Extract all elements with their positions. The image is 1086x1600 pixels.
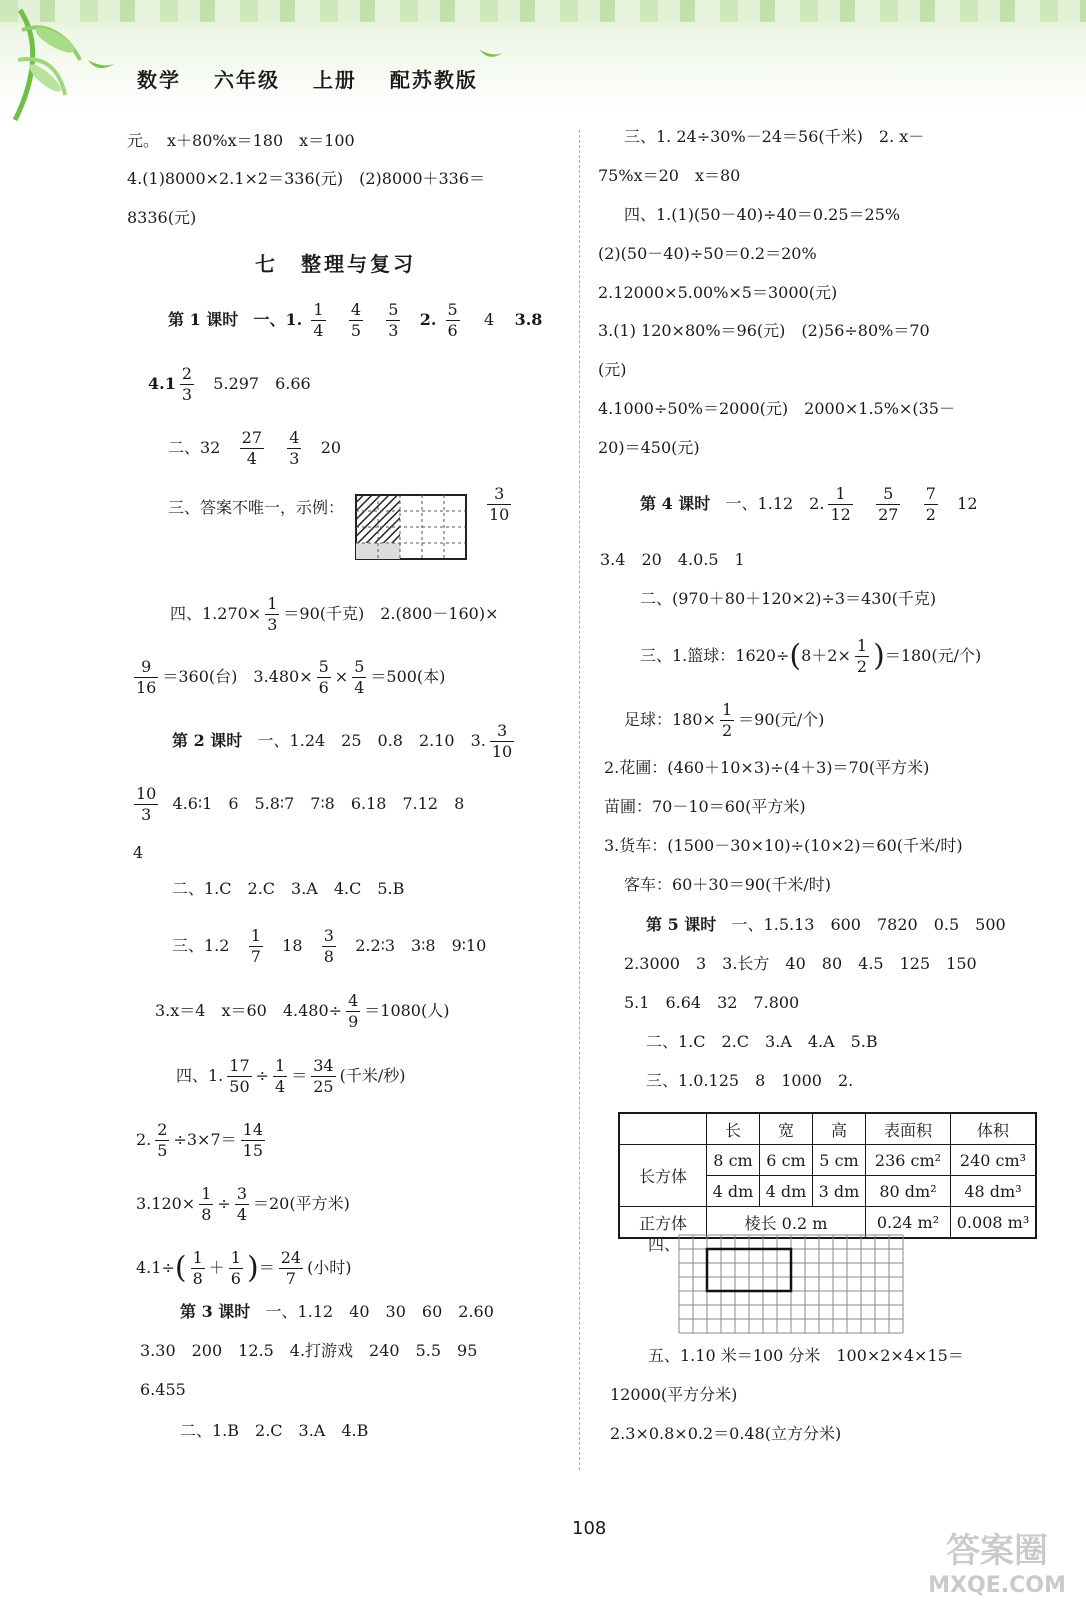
svg-text:MXQE.COM: MXQE.COM — [928, 1573, 1066, 1598]
answer-text: 3.x＝4 x＝60 4.480÷ — [155, 1001, 343, 1020]
answer-text: 3.8 — [514, 310, 543, 329]
lesson-5-row-9: 2.3×0.8×0.2＝0.48(立方分米) — [610, 1424, 842, 1443]
table-cell: 4 dm — [760, 1176, 813, 1207]
table-cell: 8 cm — [707, 1145, 760, 1176]
answer-text: 四、1. — [176, 1066, 224, 1085]
svg-text:答案圈: 答案圈 — [946, 1531, 1048, 1571]
lesson-3-row-3: 6.455 — [140, 1380, 186, 1399]
answer-text: ＝1080(人) — [364, 1001, 450, 1020]
fraction: $\frac{9}{16}$ — [136, 657, 157, 697]
fraction: $\frac{3}{10}$ — [491, 721, 513, 761]
fraction: $\frac{1}{2}$ — [856, 636, 868, 676]
lesson-1-row-6 — [130, 657, 445, 698]
section-title: 七 整理与复习 — [255, 252, 416, 276]
fraction: $\frac{1}{3}$ — [267, 594, 278, 634]
answer-line: 三、1. 24÷30%－24＝56(千米) 2. x－ — [624, 127, 925, 146]
answer-text: 2. — [419, 310, 437, 329]
lesson-1-row-4: 三、答案不唯一，示例： — [168, 498, 345, 517]
answer-text: 18 — [282, 936, 303, 955]
grid-rectangle-figure — [678, 1234, 904, 1334]
answer-text: 4.1÷ — [136, 1258, 175, 1277]
fraction: $\frac{4}{5}$ — [350, 300, 361, 340]
answer-line: (2)(50－40)÷50＝0.2＝20% — [598, 244, 817, 263]
lesson-2-row-9 — [136, 1184, 350, 1225]
lesson-4-row-4: 三、1.篮球：1620÷(8＋2× $\frac{1}{2}$ )＝180(元/个) — [640, 636, 982, 676]
answer-text: 三、1.篮球：1620÷ — [640, 646, 790, 665]
fraction: $\frac{1}{8}$ — [201, 1184, 212, 1224]
answer-text: ＝360(台) 3.480× — [162, 667, 313, 686]
subject: 数学 — [137, 68, 181, 92]
column-divider — [579, 130, 581, 1470]
lesson-label: 第 2 课时 — [172, 731, 243, 750]
bird-icon — [478, 46, 504, 64]
header-title — [137, 64, 502, 93]
grade: 六年级 — [213, 68, 280, 92]
lesson-4-row-8: 3.货车：(1500－30×10)÷(10×2)＝60(千米/时) — [604, 836, 963, 855]
fraction: $\frac{1}{7}$ — [250, 926, 261, 966]
table-cell: 240 cm³ — [951, 1145, 1037, 1176]
answer-line: 四、1.(1)(50－40)÷40＝0.25＝25% — [624, 205, 901, 224]
answer-text: 2.2∶3 3∶8 9∶10 — [355, 936, 487, 955]
lesson-5-row-6: 四、 — [648, 1235, 681, 1254]
volume: 上册 — [312, 68, 357, 92]
lesson-2-row-5 — [172, 926, 486, 967]
table-cell: 棱长 0.2 m — [707, 1207, 866, 1239]
watermark-logo — [912, 1522, 1082, 1598]
edition: 配苏教版 — [389, 68, 478, 92]
table-cell: 6 cm — [760, 1145, 813, 1176]
lesson-3-row-4: 二、1.B 2.C 3.A 4.B — [180, 1421, 369, 1440]
table-cell: 80 dm² — [866, 1176, 951, 1207]
answer-line: 2.12000×5.00%×5＝3000(元) — [598, 283, 838, 302]
fraction: $\frac{1}{6}$ — [230, 1248, 241, 1288]
fraction-answer — [483, 484, 515, 525]
fraction: $\frac{5}{6}$ — [318, 657, 329, 697]
answer-text: 4.1 — [148, 374, 176, 393]
lesson-label: 第 4 课时 — [640, 494, 711, 513]
fraction: $\frac{3}{8}$ — [323, 926, 334, 966]
answer-text: ＝90(千克) 2.(800－160)× — [283, 604, 499, 623]
lesson-4-row-6: 2.花圃：(460＋10×3)÷(4＋3)＝70(平方米) — [604, 758, 930, 777]
answer-text: 一、1.24 25 0.8 2.10 3. — [257, 731, 486, 750]
lesson-5-row-5: 三、1.0.125 8 1000 2. — [646, 1071, 854, 1090]
lesson-2-row-10: 4.1÷( $\frac{1}{8}$ ＋ $\frac{1}{6}$ )＝ $\frac{24}{7}$ (小时) — [136, 1248, 352, 1288]
answer-line: 75%x＝20 x＝80 — [598, 166, 741, 185]
lesson-label: 第 3 课时 — [180, 1302, 251, 1321]
lesson-2-row-3: 4 — [133, 843, 144, 862]
answer-text: ÷ — [217, 1194, 231, 1213]
table-cell: 宽 — [760, 1113, 813, 1145]
fraction: $\frac{1}{4}$ — [275, 1056, 286, 1096]
fraction: $\frac{17}{50}$ — [229, 1056, 250, 1096]
table-cell: 长 — [707, 1113, 760, 1145]
fraction: $\frac{27}{4}$ — [241, 428, 262, 468]
answer-text: ＝ — [291, 1066, 308, 1085]
answer-text: 一、1.12 40 30 60 2.60 — [265, 1302, 494, 1321]
lesson-5-row-8: 12000(平方分米) — [610, 1385, 738, 1404]
lesson-3-row-2: 3.30 200 12.5 4.打游戏 240 5.5 95 — [140, 1341, 478, 1360]
fraction: $\frac{3}{4}$ — [236, 1184, 247, 1224]
lesson-4-row-1 — [640, 484, 978, 525]
answer-text: ＝ — [258, 1258, 275, 1277]
answer-text: ＝90(元/个) — [738, 710, 825, 729]
fraction: $\frac{5}{4}$ — [354, 657, 365, 697]
answer-text: 一、1.12 2. — [725, 494, 825, 513]
answer-text: (小时) — [307, 1258, 352, 1277]
answer-text: 3.120× — [136, 1194, 196, 1213]
lesson-5-row-7: 五、1.10 米＝100 分米 100×2×4×15＝ — [648, 1346, 964, 1365]
lesson-5-row-2: 2.3000 3 3.长方 40 80 4.5 125 150 — [624, 954, 977, 973]
lesson-1-row-1 — [168, 300, 542, 341]
answer-text: 12 — [957, 494, 978, 513]
answer-line: 20)＝450(元) — [598, 438, 700, 457]
lesson-2-row-7 — [176, 1056, 406, 1097]
table-cell: 0.24 m² — [866, 1207, 951, 1239]
answer-line: 4.1000÷50%＝2000(元) 2000×1.5%×(35－ — [598, 399, 955, 418]
answer-table — [618, 1112, 1037, 1239]
lesson-label: 第 5 课时 — [646, 915, 717, 934]
answer-text: 二、32 — [168, 438, 221, 457]
fraction: $\frac{2}{3}$ — [181, 364, 193, 404]
answer-text: 四、1.270× — [170, 604, 262, 623]
answer-line: 3.(1) 120×80%＝96(元) (2)56÷80%＝70 — [598, 321, 930, 340]
fraction: $\frac{10}{3}$ — [136, 784, 157, 824]
answer-text: 一、1. — [253, 310, 303, 329]
table-row — [619, 1145, 1036, 1176]
fraction: $\frac{34}{25}$ — [313, 1056, 334, 1096]
lesson-1-row-2 — [148, 364, 311, 405]
answer-text: 三、1.2 — [172, 936, 230, 955]
table-cell: 正方体 — [619, 1207, 707, 1239]
answer-text: ＝20(平方米) — [253, 1194, 350, 1213]
lesson-4-row-5 — [624, 700, 824, 741]
lesson-2-row-1 — [172, 721, 518, 762]
answer-text: ÷ — [255, 1066, 270, 1085]
lesson-2-row-6 — [155, 991, 449, 1032]
table-cell: 4 dm — [707, 1176, 760, 1207]
answer-text: 20 — [320, 438, 342, 457]
fraction: $\frac{3}{10}$ — [489, 484, 510, 524]
table-cell: 0.008 m³ — [951, 1207, 1037, 1239]
fraction: $\frac{7}{2}$ — [925, 484, 936, 524]
answer-text: 4.6∶1 6 5.8∶7 7∶8 6.18 7.12 8 — [172, 794, 465, 813]
answer-line: 元。 x＋80%x＝180 x＝100 — [127, 131, 355, 150]
fraction: $\frac{5}{6}$ — [447, 300, 458, 340]
lesson-label: 第 1 课时 — [168, 310, 239, 329]
grid-shading-figure — [355, 494, 467, 560]
fraction: $\frac{2}{5}$ — [157, 1120, 168, 1160]
table-cell: 5 cm — [813, 1145, 866, 1176]
page-number: 108 — [572, 1518, 607, 1539]
lesson-1-row-5 — [170, 594, 499, 635]
answer-text: 一、1.5.13 600 7820 0.5 500 — [731, 915, 1006, 934]
lesson-2-row-8 — [136, 1120, 269, 1161]
answer-text: × — [334, 667, 349, 686]
lesson-5-row-3: 5.1 6.64 32 7.800 — [624, 993, 800, 1012]
answer-text: ＋ — [208, 1258, 225, 1277]
lesson-2-row-2 — [130, 784, 464, 825]
answer-text: 4 — [484, 310, 495, 329]
fraction: $\frac{4}{9}$ — [348, 991, 359, 1031]
answer-text: 2. — [136, 1130, 152, 1149]
lesson-4-row-9: 客车：60＋30＝90(千米/时) — [624, 875, 831, 894]
lesson-2-row-4: 二、1.C 2.C 3.A 4.C 5.B — [172, 879, 405, 898]
lesson-4-row-2: 3.4 20 4.0.5 1 — [600, 550, 745, 569]
fraction: $\frac{1}{12}$ — [830, 484, 851, 524]
table-cell: 表面积 — [866, 1113, 951, 1145]
fraction: $\frac{24}{7}$ — [280, 1248, 302, 1288]
table-cell: 3 dm — [813, 1176, 866, 1207]
table-cell: 48 dm³ — [951, 1176, 1037, 1207]
fraction: $\frac{5}{3}$ — [388, 300, 399, 340]
answer-line: 4.(1)8000×2.1×2＝336(元) (2)8000＋336＝ — [127, 169, 486, 188]
table-cell — [619, 1113, 707, 1145]
table-cell: 236 cm² — [866, 1145, 951, 1176]
bird-icon — [86, 56, 116, 76]
lesson-1-row-3 — [168, 428, 341, 469]
table-header-row — [619, 1113, 1036, 1145]
answer-text: 5.297 6.66 — [213, 374, 311, 393]
fraction: $\frac{4}{3}$ — [289, 428, 300, 468]
lesson-5-row-4: 二、1.C 2.C 3.A 4.A 5.B — [646, 1032, 878, 1051]
answer-text: 足球：180× — [624, 710, 716, 729]
fraction: $\frac{5}{27}$ — [878, 484, 899, 524]
answer-text: ÷3×7＝ — [173, 1130, 237, 1149]
answer-line: 8336(元) — [127, 208, 197, 227]
table-cell: 长方体 — [619, 1145, 707, 1207]
fraction: $\frac{1}{8}$ — [192, 1248, 203, 1288]
answer-line: (元) — [598, 360, 627, 379]
table-cell: 高 — [813, 1113, 866, 1145]
header-banner — [0, 0, 1086, 112]
lesson-3-row-1 — [180, 1299, 494, 1325]
fraction: $\frac{1}{4}$ — [313, 300, 324, 340]
lesson-4-row-7: 苗圃：70－10＝60(平方米) — [604, 797, 806, 816]
answer-text: ＝500(本) — [370, 667, 446, 686]
answer-text: ＝180(元/个) — [884, 646, 982, 665]
answer-text: 8＋2× — [801, 646, 851, 665]
answer-text: (千米/秒) — [339, 1066, 406, 1085]
fraction: $\frac{1}{2}$ — [721, 700, 733, 740]
lesson-5-row-1 — [646, 912, 1006, 938]
lesson-4-row-3: 二、(970＋80＋120×2)÷3＝430(千克) — [640, 589, 937, 608]
table-cell: 体积 — [951, 1113, 1037, 1145]
fraction: $\frac{14}{15}$ — [242, 1120, 263, 1160]
